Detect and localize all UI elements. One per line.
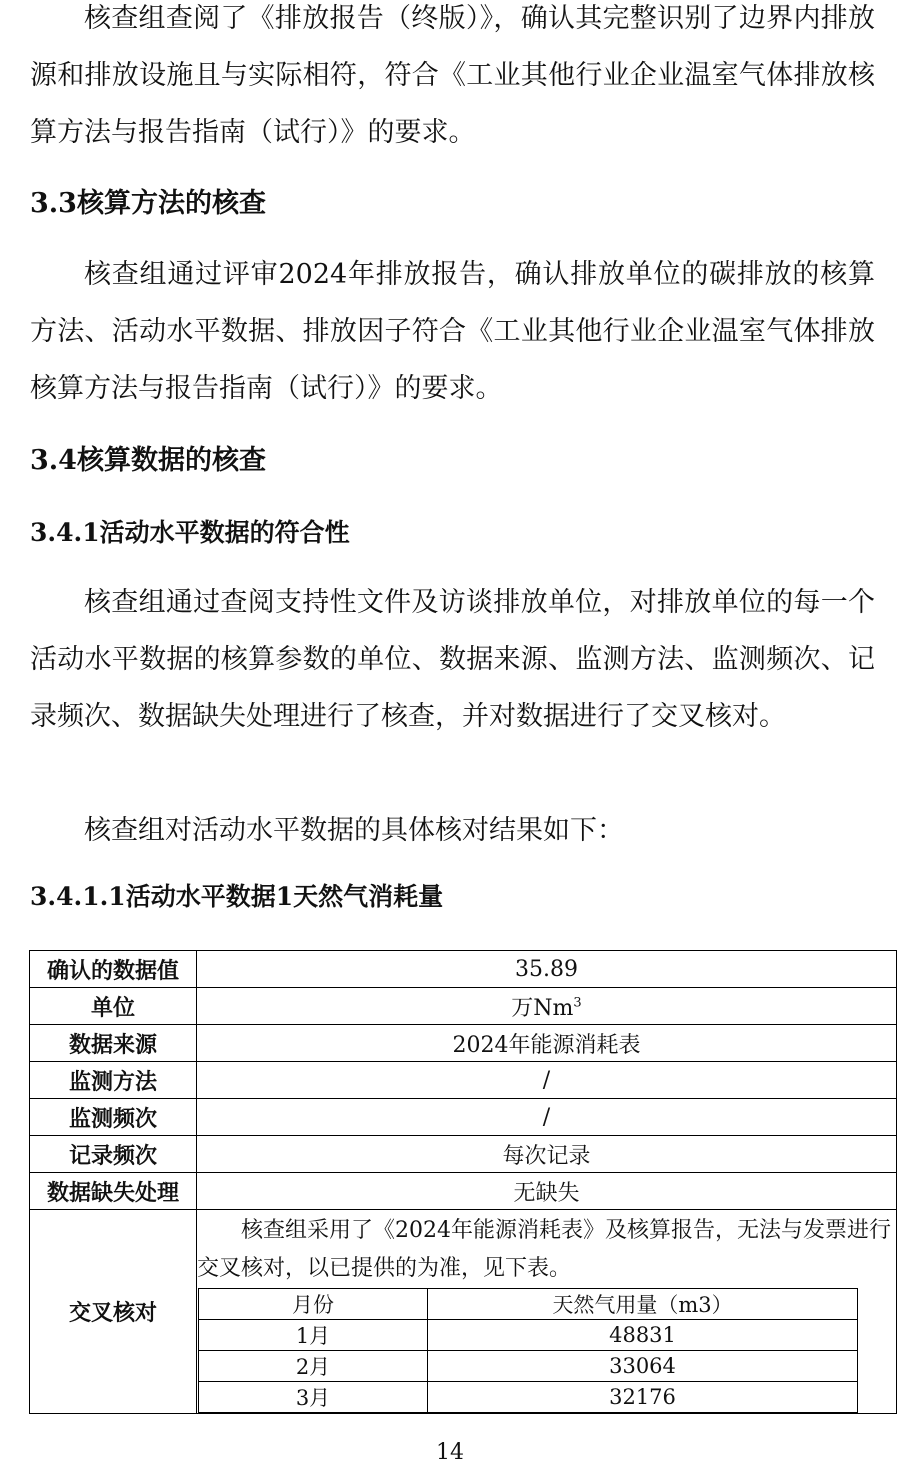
row-label: 记录频次 xyxy=(30,1136,197,1173)
heading-3-3: 3.3核算方法的核查 xyxy=(30,188,266,219)
paragraph-scope-check: 核查组查阅了《排放报告（终版）》，确认其完整识别了边界内排放源和排放设施且与实际相符，符合《工业其他行业企业温室气体排放核算方法与报告指南（试行）》的要求。 xyxy=(30,3,875,148)
row-label: 数据来源 xyxy=(30,1025,197,1062)
row-value: / xyxy=(197,1062,897,1099)
heading-3-4-1: 3.4.1活动水平数据的符合性 xyxy=(30,518,350,547)
usage-cell: 48831 xyxy=(428,1320,858,1351)
column-header-month: 月份 xyxy=(199,1289,428,1320)
row-label: 确认的数据值 xyxy=(30,951,197,988)
row-value: 无缺失 xyxy=(197,1173,897,1210)
heading-3-4: 3.4核算数据的核查 xyxy=(30,445,266,476)
monthly-gas-table xyxy=(198,1288,858,1413)
row-value: / xyxy=(197,1099,897,1136)
table-row xyxy=(30,1136,897,1173)
month-cell: 3月 xyxy=(199,1382,428,1413)
row-value xyxy=(197,988,897,1025)
cross-check-text: 核查组采用了《2024年能源消耗表》及核算报告，无法与发票进行交叉核对，以已提供的为准，见下表。 xyxy=(197,1218,891,1281)
sub-table-row xyxy=(199,1382,858,1413)
row-value: 35.89 xyxy=(197,951,897,988)
row-value: 2024年能源消耗表 xyxy=(197,1025,897,1062)
row-label: 数据缺失处理 xyxy=(30,1173,197,1210)
paragraph-method-check: 核查组通过评审2024年排放报告，确认排放单位的碳排放的核算方法、活动水平数据、排放因子符合《工业其他行业企业温室气体排放核算方法与报告指南（试行）》的要求。 xyxy=(30,259,875,404)
paragraph-activity-data: 核查组通过查阅支持性文件及访谈排放单位，对排放单位的每一个活动水平数据的核算参数的单位、数据来源、监测方法、监测频次、记录频次、数据缺失处理进行了核查，并对数据进行了交叉核对。 xyxy=(30,587,875,732)
page-number: 14 xyxy=(436,1440,464,1465)
table-row xyxy=(30,1173,897,1210)
cross-check-cell xyxy=(197,1210,897,1414)
table-row xyxy=(30,988,897,1025)
table-row xyxy=(30,1025,897,1062)
unit-superscript: 3 xyxy=(573,995,582,1011)
natural-gas-data-table xyxy=(29,950,897,1414)
unit-text: 万Nm xyxy=(511,995,574,1021)
row-label: 监测频次 xyxy=(30,1099,197,1136)
row-value: 每次记录 xyxy=(197,1136,897,1173)
usage-cell: 32176 xyxy=(428,1382,858,1413)
month-cell: 1月 xyxy=(199,1320,428,1351)
heading-3-4-1-1: 3.4.1.1活动水平数据1天然气消耗量 xyxy=(30,882,444,911)
paragraph-results-intro: 核查组对活动水平数据的具体核对结果如下： xyxy=(84,815,624,846)
table-row xyxy=(30,1062,897,1099)
table-row-cross-check xyxy=(30,1210,897,1414)
row-label: 监测方法 xyxy=(30,1062,197,1099)
sub-table-row xyxy=(199,1320,858,1351)
sub-table-header xyxy=(199,1289,858,1320)
usage-cell: 33064 xyxy=(428,1351,858,1382)
row-label: 交叉核对 xyxy=(30,1210,197,1414)
column-header-gas-usage: 天然气用量（m3） xyxy=(428,1289,858,1320)
month-cell: 2月 xyxy=(199,1351,428,1382)
sub-table-row xyxy=(199,1351,858,1382)
table-row xyxy=(30,951,897,988)
table-row xyxy=(30,1099,897,1136)
row-label: 单位 xyxy=(30,988,197,1025)
